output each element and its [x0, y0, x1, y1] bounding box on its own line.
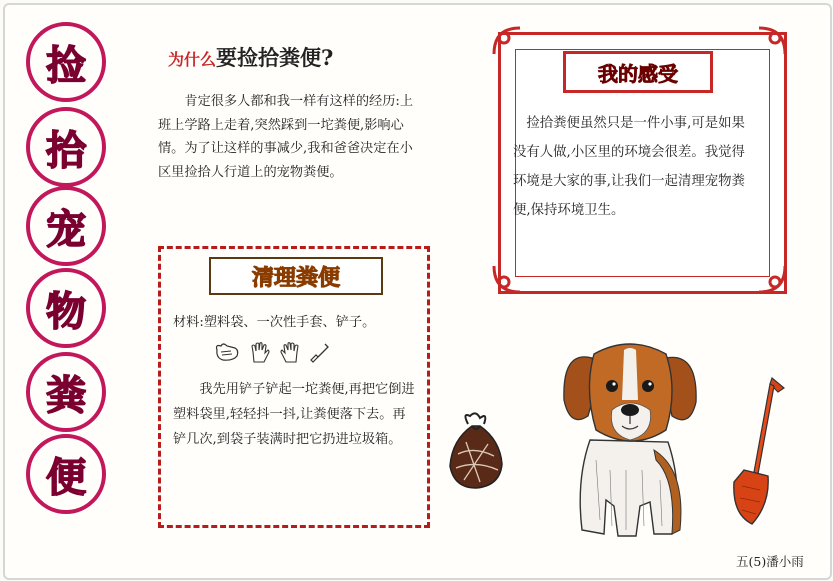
question-prefix: 为什么 [168, 50, 217, 69]
plastic-bag-icon [213, 342, 241, 362]
title-char-2: 拾 [26, 107, 106, 187]
clean-section [158, 246, 430, 528]
shovel-illustration [728, 374, 788, 528]
materials-icons [213, 342, 331, 364]
glove-icon [279, 342, 301, 364]
title-char-5: 粪 [26, 352, 106, 432]
title-char-4: 物 [26, 268, 106, 348]
shovel-icon [309, 342, 331, 364]
materials-text: 材料:塑料袋、一次性手套、铲子。 [173, 315, 376, 330]
process-text: 我先用铲子铲起一坨粪便,再把它倒进塑料袋里,轻轻抖一抖,让粪便落下去。再铲几次,到袋子装满时把它扔进垃圾箱。 [173, 382, 415, 447]
author-signature: 五(5)潘小雨 [736, 554, 804, 569]
frame-corner-ornaments [490, 24, 789, 296]
question-heading [168, 42, 333, 72]
puppy-illustration [556, 330, 706, 545]
feeling-title: 我的感受 [563, 51, 713, 93]
feeling-text: 捡拾粪便虽然只是一件小事,可是如果没有人做,小区里的环境会很差。我觉得环境是大家的事,让我们一起清理宠物粪便,保持环境卫生。 [513, 116, 745, 218]
intro-paragraph: 肯定很多人都和我一样有这样的经历:上班上学路上走着,突然踩到一坨粪便,影响心情。为了让这样的事减少,我和爸爸决定在小区里捡拾人行道上的宠物粪便。 [158, 94, 414, 180]
title-char-6: 便 [26, 434, 106, 514]
title-char-1: 捡 [26, 22, 106, 102]
question-rest: 要捡拾粪便? [216, 45, 334, 70]
poop-bag-illustration [444, 410, 508, 492]
glove-icon [249, 342, 271, 364]
title-char-3: 宠 [26, 186, 106, 266]
clean-title: 清理粪便 [209, 257, 383, 295]
